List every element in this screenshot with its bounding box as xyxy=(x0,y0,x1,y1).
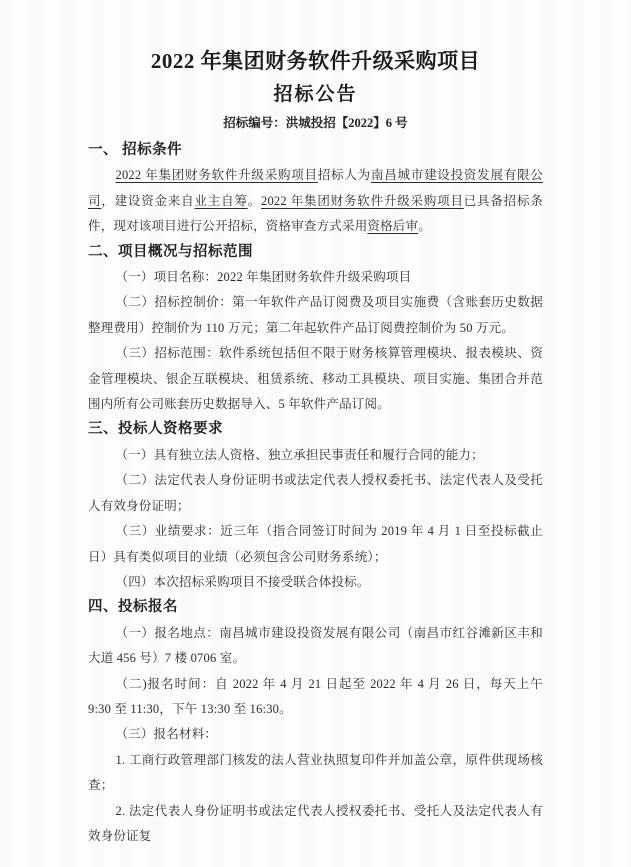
text-run: 。 xyxy=(418,219,431,234)
text-run: ，建设资金来自 xyxy=(101,193,195,208)
document-subtitle: 招标公告 xyxy=(273,84,358,105)
list-item-no-consortium: （四）本次招标采购项目不接受联合体投标。 xyxy=(115,574,370,589)
list-item-project-name: （一）项目名称：2022 年集团财务软件升级采购项目 xyxy=(115,270,412,285)
section-1-paragraph xyxy=(88,163,543,239)
text-run: 已具备招标条件，现对该项目进行公开招标，资格审查方式采用 xyxy=(88,193,543,234)
section-4-heading: 四、投标报名 xyxy=(88,599,178,616)
section-3-heading: 三、投标人资格要求 xyxy=(88,421,223,438)
text-run: 。 xyxy=(247,193,262,208)
list-item-control-price: （二）招标控制价：第一年软件产品订阅费及项目实施费（含账套历史数据整理费用）控制价为 110 万元；第二年起软件产品订阅费控制价为 50 万元。 xyxy=(88,295,543,335)
list-item-registration-time: （二)报名时间：自 2022 年 4 月 21 日起至 2022 年 4 月 26 日，每天上午 9:30 至 11:30，下午 13:30 至 16:30。 xyxy=(88,676,543,716)
list-item-representative-id: （二）法定代表人身份证明书或法定代表人授权委托书、法定代表人及受托人有效身份证明； xyxy=(88,473,543,513)
list-item-material-2: 2. 法定代表人身份证明书或法定代表人授权委托书、受托人及法定代表人有效身份证复 xyxy=(88,803,543,843)
list-item-registration-location: （一）报名地点：南昌城市建设投资发展有限公司（南昌市红谷滩新区丰和大道 456 号）7 楼 0706 室。 xyxy=(88,625,543,666)
qualification-review-underlined: 资格后审 xyxy=(367,219,419,234)
list-item-material-1: 1. 工商行政管理部门核发的法人营业执照复印件并加盖公章，原件供现场核查； xyxy=(88,752,543,793)
project-name-underlined: 2022 年集团财务软件升级采购项目 xyxy=(115,168,318,183)
section-bidder-qualifications xyxy=(88,417,543,595)
fund-source-underlined: 业主自筹 xyxy=(194,193,248,208)
section-bid-registration xyxy=(88,595,543,849)
text-run: 招标人为 xyxy=(317,168,371,183)
tenderer-name-underlined: 南昌城市建设投资发展有限公司 xyxy=(88,168,543,208)
list-item-registration-materials: （三）报名材料： xyxy=(115,727,218,742)
list-item-legal-person: （一）具有独立法人资格、独立承担民事责任和履行合同的能力； xyxy=(115,447,484,462)
section-bidding-conditions xyxy=(88,138,543,240)
section-2-heading: 二、项目概况与招标范围 xyxy=(88,243,253,260)
document-title: 2022 年集团财务软件升级采购项目 xyxy=(150,49,481,73)
list-item-bidding-scope: （三）招标范围：软件系统包括但不限于财务核算管理模块、报表模块、资金管理模块、银企互联模块、租赁系统、移动工具模块、项目实施、集团合并范围内所有公司账套历史数据导入、5 年软件产品订阅。 xyxy=(88,346,543,412)
list-item-performance-requirement: （三）业绩要求：近三年（指合同签订时间为 2019 年 4 月 1 日至投标截止日）具有类似项目的业绩（必须包含公司财务系统）； xyxy=(88,524,543,564)
section-project-overview xyxy=(88,240,543,418)
tender-number: 招标编号：洪城投招【2022】6 号 xyxy=(223,116,408,130)
project-name-underlined: 2022 年集团财务软件升级采购项目 xyxy=(261,193,464,208)
section-1-heading: 一、 招标条件 xyxy=(88,142,183,158)
